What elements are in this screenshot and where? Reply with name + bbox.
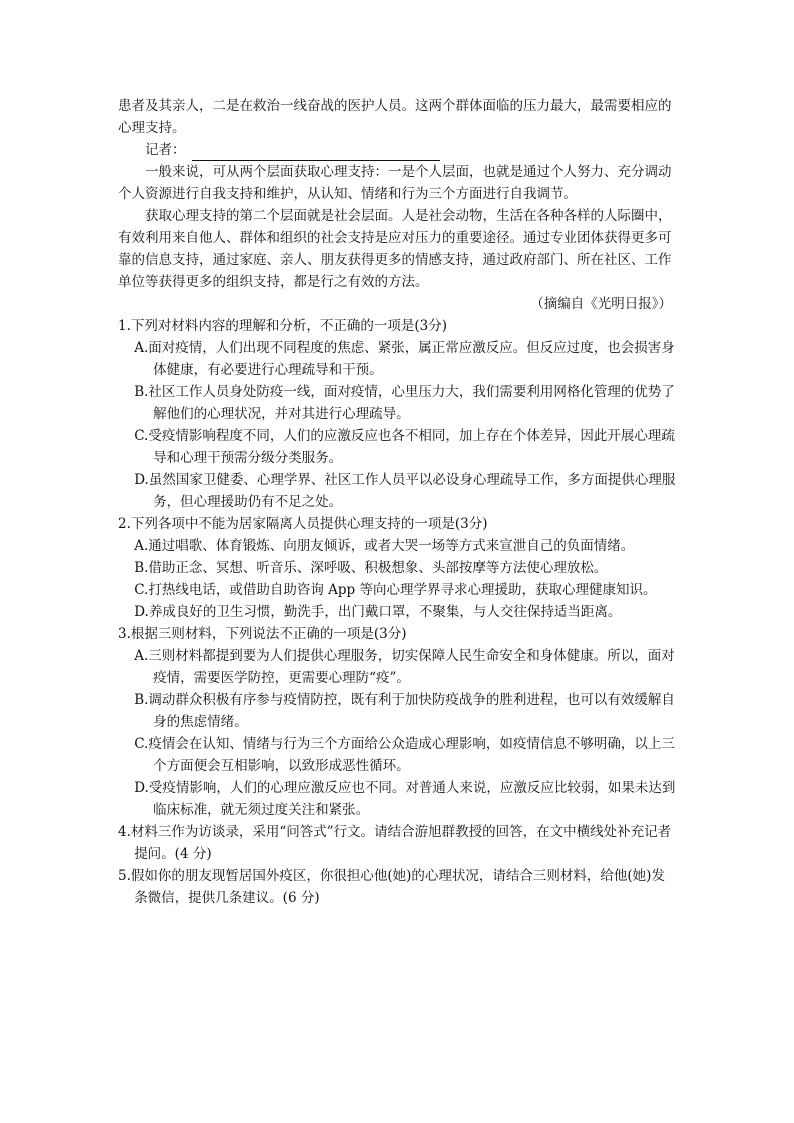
question-3 <box>118 623 678 821</box>
option-d: D.养成良好的卫生习惯，勤洗手，出门戴口罩，不聚集，与人交往保持适当距离。 <box>134 604 622 620</box>
option-c: C.疫情会在认知、情绪与行为三个方面给公众造成心理影响，如疫情信息不够明确，以上三个方面便会互相影响，以致形成恶性循环。 <box>134 736 675 774</box>
option-d: D.虽然国家卫健委、心理学界、社区工作人员平以必设身心理疏导工作，多方面提供心理服务，但心理援助仍有不足之处。 <box>134 472 676 510</box>
option-a: A.三则材料都提到要为人们提供心理服务，切实保障人民生命安全和身体健康。所以，面对疫情，需要医学防控，更需要心理防“疫”。 <box>134 648 675 686</box>
reporter-label: 记者： <box>145 142 186 158</box>
intro-paragraph-1: 患者及其亲人，二是在救治一线奋战的医护人员。这两个群体面临的压力最大，最需要相应的心理支持。 <box>118 98 672 136</box>
question-stem: 4.材料三作为访谈录，采用“问答式”行文。请结合游旭群教授的回答，在文中横线处补充记者提问。(4 分) <box>118 824 672 862</box>
option-a: A.面对疫情，人们出现不同程度的焦虑、紧张，属正常应激反应。但反应过度，也会损害身体健康，有必要进行心理疏导和干预。 <box>134 340 675 378</box>
question-stem: 2.下列各项中不能为居家隔离人员提供心理支持的一项是(3分) <box>118 516 488 532</box>
option-c: C.受疫情影响程度不同，人们的应激反应也各不相同，加上存在个体差异，因此开展心理疏导和心理干预需分级分类服务。 <box>134 428 675 466</box>
question-2 <box>118 513 678 623</box>
source-citation: （摘编自《光明日报》） <box>530 296 672 312</box>
question-1 <box>118 315 678 513</box>
option-b: B.调动群众积极有序参与疫情防控，既有利于加快防疫战争的胜利进程，也可以有效缓解自身的焦虑情绪。 <box>134 692 675 730</box>
option-c: C.打热线电话，或借助自助咨询 App 等向心理学界寻求心理援助，获取心理健康知识。 <box>134 582 657 598</box>
option-b: B.社区工作人员身处防疫一线，面对疫情，心里压力大，我们需要利用网格化管理的优势了解他们的心理状况，并对其进行心理疏导。 <box>134 384 675 422</box>
reporter-blank-line <box>192 146 440 161</box>
question-4 <box>118 821 678 865</box>
question-5 <box>118 865 678 909</box>
question-stem: 1.下列对材料内容的理解和分析，不正确的一项是(3分) <box>118 318 448 334</box>
option-a: A.通过唱歌、体育锻炼、向朋友倾诉，或者大哭一场等方式来宣泄自己的负面情绪。 <box>134 538 635 554</box>
question-stem: 3.根据三则材料，下列说法不正确的一项是(3分) <box>118 626 407 642</box>
document-page <box>118 95 678 909</box>
reporter-line <box>118 139 678 161</box>
option-d: D.受疫情影响，人们的心理应激反应也不同。对普通人来说，应激反应比较弱，如果未达到临床标准，就无须过度关注和紧张。 <box>134 780 676 818</box>
intro-paragraph-3: 获取心理支持的第二个层面就是社会层面。人是社会动物，生活在各种各样的人际圈中，有效利用来自他人、群体和组织的社会支持是应对压力的重要途径。通过专业团体获得更多可靠的信息支持，通过家庭、亲人、朋友获得更多的情感支持，通过政府部门、所在社区、工作单位等获得更多的组织支持，都是行之有效的方法。 <box>118 208 672 290</box>
question-stem: 5.假如你的朋友现暂居国外疫区，你很担心他(她)的心理状况，请结合三则材料，给他(她)发条微信，提供几条建议。(6 分) <box>118 868 665 906</box>
option-b: B.借助正念、冥想、听音乐、深呼吸、积极想象、头部按摩等方法使心理放松。 <box>134 560 608 576</box>
intro-paragraph-2: 一般来说，可从两个层面获取心理支持：一是个人层面，也就是通过个人努力、充分调动个人资源进行自我支持和维护，从认知、情绪和行为三个方面进行自我调节。 <box>118 164 672 202</box>
